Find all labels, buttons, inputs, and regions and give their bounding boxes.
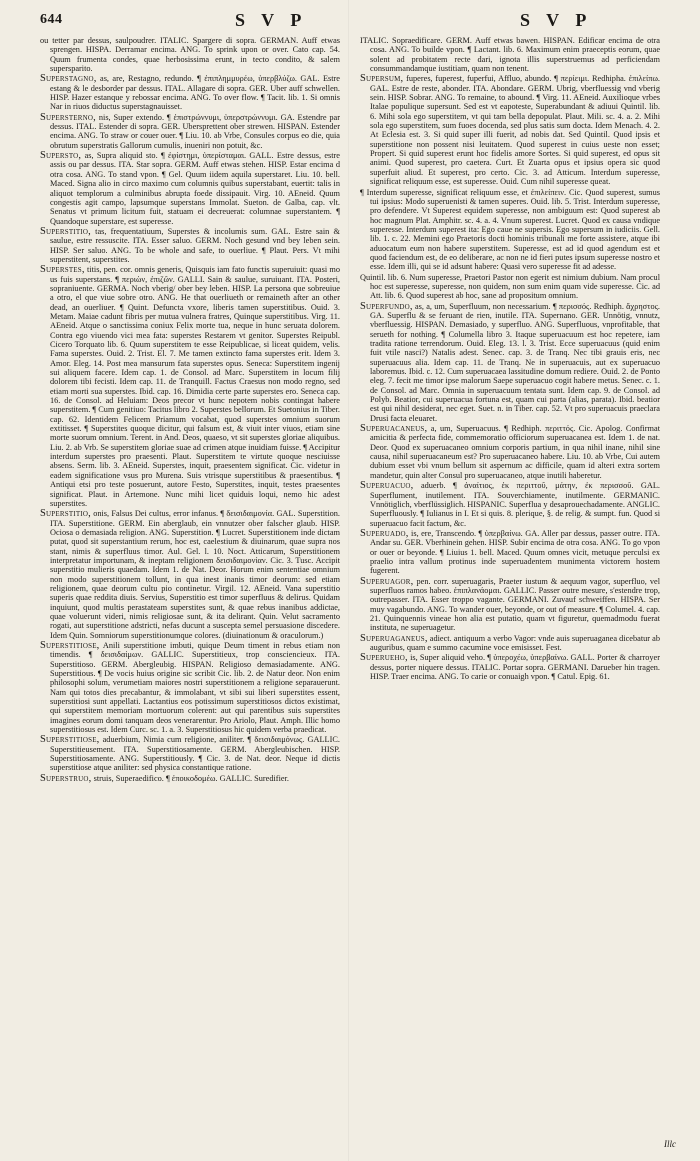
entry-text: aduerbium, Nimia cum religione, aniliter. ¶ δεισιδαιμόνως. GALLIC. Superstitieusement. ITA. Superstitiosamente. GERM. Abergleubischen. HISP. Superstitiosamente. ANG. Superstitiously. ¶ Cic. 3. de Nat. deor. Neque id dictis superstitiose atque aniliter: sed physica constantique ratione. <box>50 735 340 773</box>
entry-text: titis, pen. cor. omnis generis, Quisquis iam fato functis superuiuit: quasi mo us fuis superstans. ¶ περιὼν, ἐπιζῶν. GALLI. Sain & saulue, suruiuant. ITA. Posteri, sopraniuente. GERMA. Noch vberig/ ober bey leben. HISP. La persona que sobreuiue a otro, el que viue sobre otro. ANG. He that ouerliueth or remaineth after an other dead, an ouerliuer. ¶ Quint. Defuncta vxore, liberis tamen superstitibus. Ouid. 3. Metam. Maiae cadunt fibris per mutua vulnera fratres, Quinque superstitibus. Virg. 11. AEneid. Atque o sanctissima coniux Felix morte tua, neque in hunc seruata dolorem. Contra ego viuendo vici mea fata: superstes Restarem vt genitor. Superstes Reipubl. Cicero Torquato lib. 6. Quum superstitem te esse Reipublicae, si liceat quidem, velis. Fama superstes. Ouid. 2. Trist. El. 7. Me tamen extincto fama superstes erit. Idem 3. Amor. Eleg. 14. Post mea mansurum fata superstes opus. Seneca: Superstitem ingenij sui aliquem facere. Idem cap. 1. de Consol. ad Marc. Superstitem in locum filij dolorem tibi fecisti. Idem cap. 11. de Tranquill. Factus Craesus non modo regno, sed etiam morti sua superstes. Ibid. cap. 16. Dimidia certe parte superstes ero. Seneca cap. 16. de Consol. ad Heluiam: Deos precor vt hunc nepotem nobis contingat habere superstitem. ¶ Cum genitiuo: Tacitus libro 2. Superstes bellorum. Et Suetonius in Tiber. cap. 62. Identidem Felicem Priamum vocabat, quod superstes omnium suorum extitisset. ¶ Superstites quoque dicitur, qui falsum est, & viuit inter viuos, etiam sine morte suorum omnium. Terent. in And. Deos, quaeso, vt sit superstes gloriae aliquibus. Liu. 2. ab Vrb. Se superstitem gloriae suae ad crimen atque inuidiam fuisse. ¶ Accipitur interdum superstes pro praesenti. Plaut. Superstitem te virtute quoque nesciuisse absens. Serm. lib. 3. AEneid. Superstes, inquit, praesentem significat. Cic. videtur in eadem significatione vsus pro Murena. Suis vtrisque superstitibus & praesentibus. ¶ Antiqui etsi pro teste posuerunt, autore Festo, Superstites, inquit, testes praesentes significat. Plaut. in Artemone. Nunc mihi licet quiduis loqui, nemo hic adest superstites. <box>50 265 340 508</box>
running-head-left: S V P <box>235 10 308 30</box>
left-column <box>40 36 340 784</box>
entry-text: as, a, um, Superfluum, non necessarium. ¶ περισσός. Redhiph. ἄχρηστος. GA. Superflu & se feruant de rien, inutile. ITA. Supernano. GER. Unnötig, vnnutz, vberfluessig. HISPAN. Demasiado, y superfluo. ANG. Superfluous, vnprofitable, that serueth for nothing. ¶ Columella libro 3. Itaque superuacuum est hoc repetere, iam tradita ratione terrendorum. Ouid. Eleg. 13. l. 3. Trist. Ecce superuacuus (quid enim fuit vtile nasci?) Natalis adest. Senec. cap. 3. de Tranq. Nec tibi grauis eris, nec superuacuus alia. Idem cap. 11. de Tranq. Ne in superuacuis, aut ex superuacuo laboremus. Ibid. c. 12. Cum superuacaea lassitudine domum rediere. Ouid. 2. de Ponto eleg. 7. fecit me timor ipse malorum Saepe superuacuo cogit habere metus. Senec. c. 1. de Consol. ad Marc. Omnia in superuacuum tentata sunt. Idem cap. 9. de Consol. ad Polyb. Beatior, cui superuacua fortuna est, quam cui parta (alias, parata). Ibid. beatior est qui nihil desiderat, nec eget. Suet. n. in Tiber. cap. 52. Vt pro superuacuis praeclara Drusi facta eleuaret. <box>370 301 661 423</box>
entry-headword: Superuagor, <box>360 575 414 587</box>
entry-text: ¶ Interdum superesse, significat reliquum esse, et ἐπιλείπειν. Cic. Quod superest, sumus tui ipsius: Modo superuenisti & tamen superes. Ouid. lib. 5. Trist. Interdum superesse, pro defendere. Vt Superest equidem superesse, non ambiguum est: Quod superest ab hoc magnum Plat. Amphitr. sc. 4. a. 4. Vnum superest. Lucret. Quod ex causa vndique superesse. Interdum superest ita: Ego caue ne supersis. Ego supersum in iudiciis. Gell. lib. 1. c. 22. Memini ego Praetoris docti hominis tribunali me forte assistere, atque ibi aduocatum eum non habere superstitem. Superesse, est ad id quod agendum est et quod faciendum est, de eo deliberare, ac non ne id fieri putes ipsum superesse nostro et esse. Idem illi, qui se id adsunt habere: Quasi vero superesse fit ad adesse. <box>360 187 660 272</box>
dictionary-entry <box>360 529 660 576</box>
entry-headword: Superueho, <box>360 652 408 664</box>
dictionary-entry <box>40 151 340 226</box>
dictionary-entry <box>40 36 340 73</box>
dictionary-entry <box>360 188 660 272</box>
dictionary-entry <box>360 577 660 633</box>
right-column <box>360 36 660 784</box>
page-number: 644 <box>40 12 63 27</box>
entry-headword: Superuado, <box>360 527 409 539</box>
entry-text: is, ere, Transcendo. ¶ ὑπερβαίνω. GA. Aller par dessus, passer outre. ITA. Andar su. GER. Vberhinein gehen. HISP. Subir encima de otra cosa. ANG. To go vpon or ouer or beyonde. ¶ Liuius 1. bell. Maced. Quum omnes vicit, metuque perculsi ex praelio intra vallum protinus inde superuadentem munimenta victorem hostem fugerent. <box>370 528 660 576</box>
entry-text: ITALIC. Sopraedificare. GERM. Auff etwas bawen. HISPAN. Edificar encima de otra cosa. ANG. To builde vpon. ¶ Lactant. lib. 6. Maximum enim praeceptis eorum, quae solent ad probitatem recte dari, ignota illis superstruemus ad perficiendam consummandamque iustitiam, quam non tenent. <box>360 36 660 74</box>
entry-headword: Superstruo, <box>40 772 92 784</box>
dictionary-entry <box>360 653 660 681</box>
entry-headword: Supersterno, <box>40 111 96 123</box>
gutter-shadow <box>348 0 349 1161</box>
dictionary-entry <box>40 735 340 772</box>
entry-headword: Superuacaneus, <box>360 423 428 435</box>
columns <box>40 36 680 784</box>
entry-text: as, are, Restagno, redundo. ¶ ἐπιπλημμυρέω, ὑπερβλύζω. GAL. Estre estang & le desborder par dessus. ITAL. Allagare di sopra. GER. Uber auff schwellen. HISP. Hazer estanque y rebossar encima. ANG. To over flow. ¶ Tacit. lib. 1. Si omnis Nar in riuos diductus superstagnauisset. <box>50 74 340 112</box>
entry-text: struis, Superaedifico. ¶ ἐποικοδομέω. GALLIC. Suredifier. <box>93 773 289 783</box>
entry-headword: Superuacuo, <box>360 480 414 492</box>
dictionary-entry <box>360 36 660 73</box>
entry-text: aduerb. ¶ ἀναίτιος, ἐκ περιττοῦ, μάτην, ἐκ περισσοῦ. GAL. Superflument, inutilement. ITA. Souverchiamente, inutilmente. GERMANIC. Vnnötiglich, vberflüssiglich. HISPANIC. Superflua y desaprouechadamente. ANGLIC. Superfluously. ¶ Iulianus in I. Et si quis. 8. plerique, §. de relig. & sumpt. fun. Quod si superuacuo facit factum, &c. <box>370 481 660 528</box>
entry-headword: Superstitiose, <box>40 734 100 746</box>
entry-headword: Superuaganeus, <box>360 632 428 644</box>
dictionary-entry <box>360 634 660 653</box>
entry-headword: Superstitio, <box>40 508 91 520</box>
entry-text: is, Super aliquid veho. ¶ ὑπεροχέω, ὑπερβαίνω. GALL. Porter & charroyer dessus, porter niquere dessus. ITALIC. Portar sopra. GERMANI. Darueber hin tragen. HISP. Traer encima. ANG. To carie or conuaigh vpon. ¶ Catul. Epig. 61. <box>370 653 660 682</box>
dictionary-entry <box>40 265 340 508</box>
entry-text: adiect. antiquum a verbo Vagor: vnde auis superuaganea dicebatur ab auguribus, quam e summo cacumine voce emisisset. Fest. <box>370 633 660 652</box>
entry-text: Quintil. lib. 6. Num superesse, Praetori Pastor non egerit est nimium dubium. Nam procul hoc est superesse, superesse, non quidem, non sum enim quam vide superesse. Cic. ad Att. lib. 6. Quod superest ab hoc, sane ad propositum omnium. <box>360 272 660 301</box>
entry-headword: Superstagno, <box>40 73 97 85</box>
dictionary-entry <box>360 481 660 528</box>
dictionary-entry <box>360 74 660 186</box>
entry-headword: Superstes, <box>40 264 85 276</box>
dictionary-entry <box>360 424 660 480</box>
entry-text: ou tetter par dessus, saulpoudrer. ITALIC. Spargere di sopra. GERMAN. Auff etwas sprengen. HISPA. Derramar encima. ANG. To sprink upon or over. Cato cap. 54. Quum frumenta condes, quae herbosissima erunt, in tecto condito, & salem supersparito. <box>40 36 340 74</box>
page-header <box>40 8 680 34</box>
dictionary-entry <box>40 509 340 640</box>
entry-headword: Superstitio, <box>40 225 91 237</box>
dictionary-entry <box>40 74 340 111</box>
running-head-right: S V P <box>520 10 593 30</box>
entry-text: as, Supra aliquid sto. ¶ ἐφίστημι, ὑπερίσταμαι. GALL. Estre dessus, estre assis ou par dessus. ITA. Star sopra. GERM. Auff etwas stehen. HISP. Estar encima d otra cosa. ANG. To stand vpon. ¶ Gel. Quum iidem aquila superstaret. Liu. 10. bell. Maced. Signa alio in circo maximo cum columnis quibus superstabant, euertit: talis in aliquot templorum a culminibus abrupta foede dissipauit. Virg. 10. AEneid. Quum congestis agit campo, lapsumque superstans Immolat. Sueton. de Galba, cap. vlt. Senatus vt primum licitum fuit, statuam ei decreuerat: columnae superstantem. ¶ Quandoque superstare, est superesse. <box>50 151 340 226</box>
entry-text: a, um, Superuacuus. ¶ Redhiph. περιττός. Cic. Apolog. Confirmat amicitia & perfecta fide, commemoratio officiorum superuacanea est. Idem 1. de nat. Deor. Quod ex superuacaneo omnium corporis partium, in qua nihil inane, nihil sine causa, nihil superuacaneum est? Pro superuacaneo habere. Liu. 10. ab Vrbe, Cui autem dubium esset vbi vnum bellum sit aspernum ac difficile, quam id alteri extra sortem mandetur, quin alter Consul pro superuacaneo, atque inutili haberetur. <box>370 424 661 480</box>
dictionary-entry <box>40 774 340 783</box>
entry-text: onis, Falsus Dei cultus, error infanus. ¶ δεισιδαιμονία. GAL. Superstition. ITA. Superstitione. GERM. Ein aberglaub, ein vnnutzer ober falscher glaub. HISP. Ociosa o demasiada religion. ANG. Superstition. ¶ Lucret. Superstitionem inde dictam putat, quod sit superstantium rerum, hoc est, caelestium & diuinarum, quae supra nos stant, nimis & superfluus timor. Aul. Gel. l. 10. Noct. Atticarum, Superstitionem interpretatur importunam, & ineptam religionem δεισιδαιμονίαν. Cic. 3. Tusc. Accipit superstitio mulieris quaedam. Idem 1. de Nat. Deor. Horum enim sententiae omnium non modo superstitionem tollunt, in qua inest inanis timor deorum: sed etiam religionem, quae deorum cultu pio continetur. Virgil. 12. AEneid. Vana superstitio superis quae reddita diuis. Servius, Superstitio est timor superfluus & delirus. Quidam inquiunt, quod multis perastateam superstites sunt, & quae rebus inanibus addictae, quae voluerunt videri, nimis religiosae sunt, & ita delirant. Quin. Velut sacramento rogati, aut superstitione adstricti, nefas ducunt a suscepta semel persuasione discedere. Idem Quin. Somniorum superstitionumque colores. (diuinationum & oraculorum.) <box>50 509 341 640</box>
dictionary-entry <box>360 302 660 423</box>
dictionary-entry <box>40 641 340 734</box>
entry-headword: Supersto, <box>40 150 82 162</box>
entry-text: pen. corr. superuagaris, Praeter iustum & aequum vagor, superfluo, vel superfluos ramos habeo. ἐπιπλανάομαι. GALLIC. Passer outre mesure, s'estendre trop, outrepasser. ITA. Esser troppo vagante. GERMANI. Zuvauf schweiffen. HISPA. Ser muy vagabundo. ANG. To wander ouer, beyonde, or out of measure. ¶ Columel. 4. cap. 21. Quinquennis vineae hon alia est putatio, quam vt figuretur, quemadmodu fuerat instituta, ne superuagetur. <box>370 576 660 633</box>
dictionary-entry <box>40 227 340 264</box>
catchword: Illc <box>664 1139 676 1149</box>
entry-text: tas, frequentatiuum, Superstes & incolumis sum. GAL. Estre sain & saulue, estre ressuscite. ITA. Esser saluo. GERM. Noch gesund vnd bey leben sein. HISP. Ser saluo. ANG. To be whole and safe, to ouerliue. ¶ Plaut. Pers. Vt mihi superstitent, superstites. <box>50 226 340 264</box>
entry-text: fuperes, fuperest, fuperfui, Affluo, abundo. ¶ περίειμι. Redhipha. ἐπιλείπω. GAL. Estre de reste, abonder. ITA. Abondare. GERM. Ubrig, vberfluessig vnd vberig sein. HISP. Sobrar. ANG. To remaine, to abound. ¶ Virg. 11. AEneid. Auxilioque vrbes Italae populique supersunt. Sed est vt eapoteste, Superabundant & adiuui Quintil. lib. 6. Mihi sola ego superstitem, vt qui tam bella depopulat. Plaut. Mili. sc. 4. a. 2. Mihi sola ego superstitem, sum fuoes docenda, sed plus satis sum docta. Idem Menach. 4. 2. At Eclesia est. 3. Si quid super illi fuerit, ad nobis dat. Sed Quintil. Quod ipsis et superstitione non possent nisi leuitatem. Quod superest in cuius ueste non esset; Propert. Si quid superest erunt hoc fidelis amore Sortes. Si quid superest, ed opus sit animi. Quod superest, pro caetera. Curt. Et Zuarta opus et ipsius opera sic quod superfuit aliud. Et superest, pro certo. Cic. 3. ad Atticum. Interdum superesse, significat reliquum esse, est superesse. Ouid. Cum nihil superesse queat. <box>370 74 661 187</box>
entry-headword: Superstitiose, <box>40 640 100 651</box>
entry-text: Anili superstitione imbuti, quique Deum timent in rebus etiam non timendis. ¶ δεισιδαίμων. GALLIC. Superstitieux, trop consciencieux. ITA. Superstitioso. GERM. Abergleubig. HISPAN. Religioso demasiadamente. ANG. Superstitious. ¶ De vocis huius origine sic scribit Cic. lib. 2. de Natur deor. Non enim philosophi solum, verumetiam maiores nostri superstitionem a religione separauerunt. Nam qui totos dies precabantur, & immolabant, vt sibi sui liberi superstites essent, superstitiosi sunt appellati. Lactantius eos potissimum superstitiosos dictos existimat, qui superstitem memoriam mortuorum colerent: aut qui parentibus suis superstites imagines eorum domi tanquam deos venerarentur. Pro Ariolo, Plaut. Amph. Illic homo superstitiosus est. Idem Curc. sc. 1. a. 3. Superstitiosus hic quidem verba praedicat. <box>50 641 340 735</box>
dictionary-entry <box>40 113 340 150</box>
dictionary-entry <box>360 273 660 301</box>
entry-headword: Superfundo, <box>360 300 413 312</box>
entry-text: nis, Super extendo. ¶ ἐπιστρώννυμι, ὑπερστρώννυμι. GA. Estendre par dessus. ITAL. Estender di sopra. GER. Ubersprettent ober strewen. HISPAN. Estender encima. ANG. To straw or couer ouer. ¶ Liu. 10. ab Vrbe, Consules corpus eo die, quia obrutum superstratis Gallorum cumulis, inueniri non potuit, &c. <box>50 112 341 150</box>
entry-headword: Supersum, <box>360 73 404 85</box>
